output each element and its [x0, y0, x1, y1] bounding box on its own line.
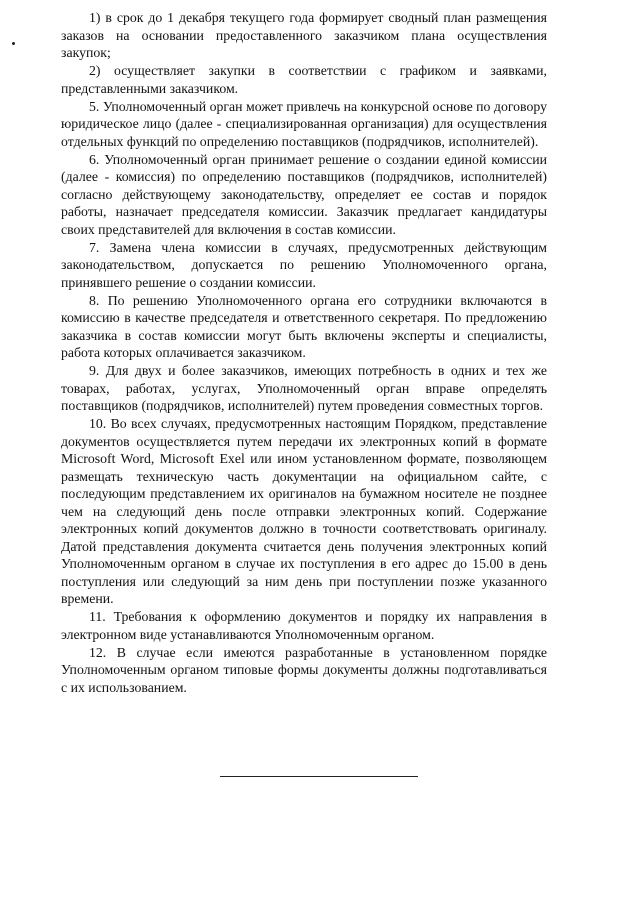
paragraph-clause-10: 10. Во всех случаях, предусмотренных настоящим Порядком, представление документов осуществляется путем передачи их электронных копий в формате Microsoft Word, Microsoft Exel или ином установленном формате, позволяющем размещать техническую часть документации на официальном сайте, с последующим представлением их оригиналов на бумажном носителе не позднее чем на следующий день после отправки электронных копий. Содержание электронных копий документов должно в точности соответствовать оригиналу. Датой представления документа считается день получения электронных копий Уполномоченным органом в случае их поступления в его адрес до 15.00 в день поступления или следующий за ним день при поступлении позже указанного времени.: [61, 416, 547, 606]
paragraph-clause-11: 11. Требования к оформлению документов и порядку их направления в электронном виде устанавливаются Уполномоченным органом.: [61, 609, 547, 642]
document-body: [61, 9, 547, 696]
paragraph-clause-5: 5. Уполномоченный орган может привлечь на конкурсной основе по договору юридическое лицо (далее - специализированная организация) для осуществления отдельных функций по определению поставщиков (подрядчиков, исполнителей).: [61, 98, 547, 149]
scan-speck: [12, 42, 15, 45]
paragraph-clause-8: 8. По решению Уполномоченного органа его сотрудники включаются в комиссию в качестве председателя и ответственного секретаря. По предложению заказчика в состав комиссии могут быть включены эксперты и специалисты, работа которых оплачивается заказчиком.: [61, 292, 547, 360]
paragraph-item-1: 1) в срок до 1 декабря текущего года формирует сводный план размещения заказов на основании предоставленного заказчиком плана осуществления закупок;: [61, 10, 547, 60]
paragraph-clause-6: 6. Уполномоченный орган принимает решение о создании единой комиссии (далее - комиссия) по определению поставщиков (подрядчиков, исполнителей) согласно действующему законодательству, определяет ее состав и порядок работы, назначает председателя комиссии. Заказчик предлагает кандидатуры своих представителей для включения в состав комиссии.: [61, 151, 547, 237]
paragraph-clause-9: 9. Для двух и более заказчиков, имеющих потребность в одних и тех же товарах, работах, услугах, Уполномоченный орган вправе определять поставщиков (подрядчиков, исполнителей) путем проведения совместных торгов.: [61, 363, 547, 413]
paragraph-clause-7: 7. Замена члена комиссии в случаях, предусмотренных действующим законодательством, допускается по решению Уполномоченного органа, принявшего решение о создании комиссии.: [61, 239, 547, 290]
paragraph-item-2: 2) осуществляет закупки в соответствии с графиком и заявками, представленными заказчиком.: [61, 63, 547, 96]
paragraph-clause-12: 12. В случае если имеются разработанные в установленном порядке Уполномоченным органом типовые формы документы должны подготавливаться с их использованием.: [61, 644, 547, 695]
end-divider-line: [220, 776, 418, 777]
